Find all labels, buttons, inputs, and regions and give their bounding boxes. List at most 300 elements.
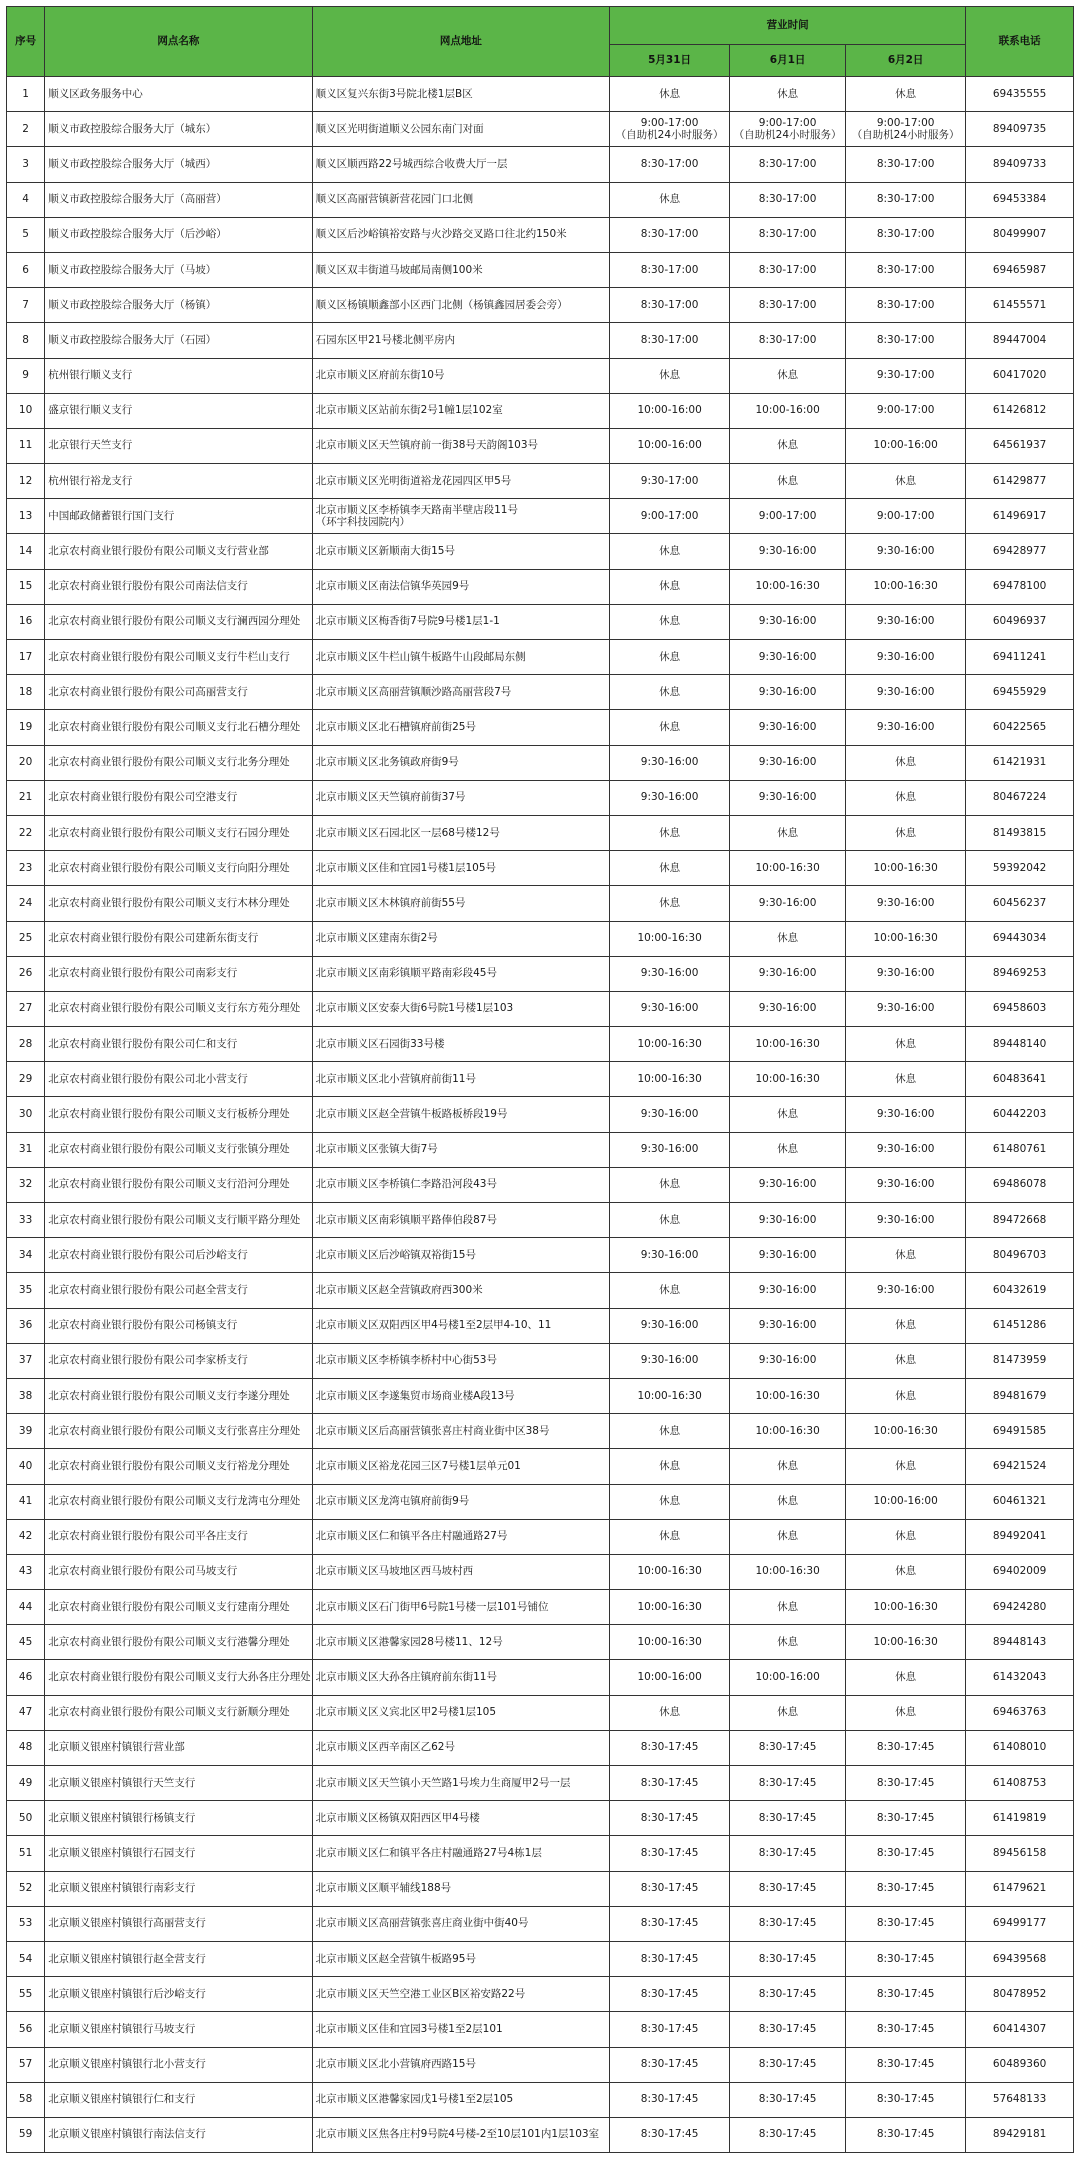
table-row <box>7 1554 1074 1589</box>
branch-name: 北京农村商业银行股份有限公司顺义支行张镇分理处 <box>45 1132 312 1167</box>
branch-name: 北京农村商业银行股份有限公司顺义支行李遂分理处 <box>45 1378 312 1413</box>
branch-name: 北京顺义银座村镇银行杨镇支行 <box>45 1801 312 1836</box>
table-row <box>7 1730 1074 1765</box>
table-row <box>7 991 1074 1026</box>
hours-jun2: 10:00-16:30 <box>846 1590 966 1625</box>
table-row <box>7 252 1074 287</box>
hours-jun1: 休息 <box>730 1097 846 1132</box>
branch-address: 北京市顺义区南法信镇华英园9号 <box>312 569 609 604</box>
hours-jun1: 9:00-17:00 <box>730 499 846 534</box>
hours-jun2: 9:30-16:00 <box>846 710 966 745</box>
phone-number: 69463763 <box>966 1695 1074 1730</box>
branch-name: 北京农村商业银行股份有限公司顺义支行东方苑分理处 <box>45 991 312 1026</box>
hours-may31: 10:00-16:00 <box>610 1660 730 1695</box>
hours-jun1: 9:30-16:00 <box>730 1273 846 1308</box>
table-row <box>7 675 1074 710</box>
hours-jun1: 8:30-17:45 <box>730 1801 846 1836</box>
hours-jun1: 10:00-16:30 <box>730 1027 846 1062</box>
hours-jun1: 休息 <box>730 1695 846 1730</box>
phone-number: 61429877 <box>966 464 1074 499</box>
table-row <box>7 2012 1074 2047</box>
table-row <box>7 851 1074 886</box>
hours-jun2: 休息 <box>846 1027 966 1062</box>
branch-name: 盛京银行顺义支行 <box>45 393 312 428</box>
branch-name: 北京农村商业银行股份有限公司顺义支行顺平路分理处 <box>45 1203 312 1238</box>
row-index: 34 <box>7 1238 45 1273</box>
table-row <box>7 112 1074 147</box>
row-index: 52 <box>7 1871 45 1906</box>
hours-jun2: 8:30-17:00 <box>846 182 966 217</box>
phone-number: 89448143 <box>966 1625 1074 1660</box>
branch-name: 北京农村商业银行股份有限公司高丽营支行 <box>45 675 312 710</box>
branch-address: 顺义区高丽营镇新营花园门口北侧 <box>312 182 609 217</box>
phone-number: 69439568 <box>966 1941 1074 1976</box>
branch-name: 北京农村商业银行股份有限公司北小营支行 <box>45 1062 312 1097</box>
table-row <box>7 1906 1074 1941</box>
hours-jun2: 休息 <box>846 77 966 112</box>
hours-jun2: 9:00-17:00 <box>846 393 966 428</box>
hours-jun1: 9:30-16:00 <box>730 780 846 815</box>
hours-jun1: 10:00-16:00 <box>730 393 846 428</box>
branch-name: 北京顺义银座村镇银行后沙峪支行 <box>45 1977 312 2012</box>
row-index: 2 <box>7 112 45 147</box>
hours-jun1: 8:30-17:45 <box>730 2012 846 2047</box>
row-index: 29 <box>7 1062 45 1097</box>
hours-jun2: 休息 <box>846 1554 966 1589</box>
phone-number: 80467224 <box>966 780 1074 815</box>
hours-may31: 10:00-16:00 <box>610 393 730 428</box>
table-row <box>7 1449 1074 1484</box>
hours-jun2: 8:30-17:45 <box>846 2047 966 2082</box>
row-index: 4 <box>7 182 45 217</box>
table-row <box>7 921 1074 956</box>
hours-jun2: 10:00-16:30 <box>846 1414 966 1449</box>
hours-may31: 10:00-16:30 <box>610 1378 730 1413</box>
hours-may31: 休息 <box>610 710 730 745</box>
row-index: 31 <box>7 1132 45 1167</box>
hours-may31: 8:30-17:45 <box>610 2082 730 2117</box>
table-row <box>7 1941 1074 1976</box>
branch-name: 北京农村商业银行股份有限公司顺义支行沿河分理处 <box>45 1167 312 1202</box>
branch-name: 顺义市政控股综合服务大厅（城东） <box>45 112 312 147</box>
hours-jun2: 9:30-16:00 <box>846 1167 966 1202</box>
branch-address: 北京市顺义区后沙峪镇双裕街15号 <box>312 1238 609 1273</box>
hours-may31: 休息 <box>610 182 730 217</box>
hours-may31: 休息 <box>610 1449 730 1484</box>
phone-number: 61479621 <box>966 1871 1074 1906</box>
phone-number: 61496917 <box>966 499 1074 534</box>
table-row <box>7 1378 1074 1413</box>
hours-jun2: 9:30-16:00 <box>846 640 966 675</box>
branch-address: 北京市顺义区新顺南大街15号 <box>312 534 609 569</box>
table-row <box>7 393 1074 428</box>
hours-may31: 9:30-16:00 <box>610 1343 730 1378</box>
hours-may31: 休息 <box>610 358 730 393</box>
row-index: 30 <box>7 1097 45 1132</box>
branch-name: 北京农村商业银行股份有限公司顺义支行裕龙分理处 <box>45 1449 312 1484</box>
hours-may31: 9:30-16:00 <box>610 1132 730 1167</box>
row-index: 27 <box>7 991 45 1026</box>
hours-jun1: 休息 <box>730 1132 846 1167</box>
header-phone: 联系电话 <box>966 7 1074 77</box>
hours-jun1: 10:00-16:30 <box>730 1062 846 1097</box>
table-row <box>7 745 1074 780</box>
phone-number: 69491585 <box>966 1414 1074 1449</box>
phone-number: 81493815 <box>966 815 1074 850</box>
hours-jun1: 10:00-16:30 <box>730 1378 846 1413</box>
hours-jun2: 8:30-17:00 <box>846 252 966 287</box>
hours-may31: 休息 <box>610 604 730 639</box>
header-branch-address: 网点地址 <box>312 7 609 77</box>
row-index: 24 <box>7 886 45 921</box>
row-index: 9 <box>7 358 45 393</box>
hours-may31: 9:30-16:00 <box>610 1308 730 1343</box>
hours-jun1: 9:30-16:00 <box>730 534 846 569</box>
phone-number: 69421524 <box>966 1449 1074 1484</box>
hours-jun2: 8:30-17:45 <box>846 2117 966 2152</box>
hours-may31: 8:30-17:45 <box>610 1977 730 2012</box>
branch-address: 北京市顺义区牛栏山镇牛板路牛山段邮局东侧 <box>312 640 609 675</box>
row-index: 6 <box>7 252 45 287</box>
branch-name: 北京农村商业银行股份有限公司顺义支行木林分理处 <box>45 886 312 921</box>
phone-number: 69411241 <box>966 640 1074 675</box>
phone-number: 89492041 <box>966 1519 1074 1554</box>
table-row <box>7 2047 1074 2082</box>
branch-address: 北京市顺义区府前东街10号 <box>312 358 609 393</box>
table-row <box>7 886 1074 921</box>
hours-may31: 8:30-17:45 <box>610 2012 730 2047</box>
hours-jun2: 休息 <box>846 1062 966 1097</box>
hours-may31: 休息 <box>610 77 730 112</box>
hours-may31: 休息 <box>610 1695 730 1730</box>
hours-jun2: 8:30-17:45 <box>846 2082 966 2117</box>
hours-may31: 8:30-17:45 <box>610 1730 730 1765</box>
hours-jun2: 9:00-17:00 <box>846 499 966 534</box>
row-index: 39 <box>7 1414 45 1449</box>
hours-jun1: 9:30-16:00 <box>730 956 846 991</box>
table-row <box>7 1027 1074 1062</box>
row-index: 55 <box>7 1977 45 2012</box>
phone-number: 69455929 <box>966 675 1074 710</box>
table-row <box>7 1625 1074 1660</box>
branch-address: 北京市顺义区北小营镇府前街11号 <box>312 1062 609 1097</box>
branch-name: 北京顺义银座村镇银行南法信支行 <box>45 2117 312 2152</box>
hours-jun1: 8:30-17:45 <box>730 1906 846 1941</box>
hours-jun1: 8:30-17:45 <box>730 1766 846 1801</box>
row-index: 49 <box>7 1766 45 1801</box>
hours-jun1: 8:30-17:00 <box>730 288 846 323</box>
table-row <box>7 1238 1074 1273</box>
branch-address: 北京市顺义区张镇大街7号 <box>312 1132 609 1167</box>
hours-jun2: 9:00-17:00 （自助机24小时服务） <box>846 112 966 147</box>
table-row <box>7 1132 1074 1167</box>
table-row <box>7 1590 1074 1625</box>
branch-address: 北京市顺义区北石槽镇府前街25号 <box>312 710 609 745</box>
hours-jun2: 8:30-17:45 <box>846 2012 966 2047</box>
phone-number: 60442203 <box>966 1097 1074 1132</box>
branch-address: 北京市顺义区义宾北区甲2号楼1层105 <box>312 1695 609 1730</box>
hours-jun2: 休息 <box>846 780 966 815</box>
branch-address: 北京市顺义区站前东街2号1幢1层102室 <box>312 393 609 428</box>
row-index: 58 <box>7 2082 45 2117</box>
hours-jun2: 9:30-16:00 <box>846 1097 966 1132</box>
branch-name: 北京农村商业银行股份有限公司杨镇支行 <box>45 1308 312 1343</box>
row-index: 26 <box>7 956 45 991</box>
row-index: 37 <box>7 1343 45 1378</box>
hours-jun1: 9:30-16:00 <box>730 710 846 745</box>
branch-address: 北京市顺义区杨镇双阳西区甲4号楼 <box>312 1801 609 1836</box>
hours-jun1: 休息 <box>730 77 846 112</box>
branch-address: 北京市顺义区大孙各庄镇府前东街11号 <box>312 1660 609 1695</box>
row-index: 44 <box>7 1590 45 1625</box>
row-index: 47 <box>7 1695 45 1730</box>
phone-number: 69453384 <box>966 182 1074 217</box>
row-index: 41 <box>7 1484 45 1519</box>
header-date-jun2: 6月2日 <box>846 45 966 77</box>
hours-may31: 10:00-16:30 <box>610 1625 730 1660</box>
hours-jun1: 10:00-16:30 <box>730 1414 846 1449</box>
table-row <box>7 2082 1074 2117</box>
hours-may31: 10:00-16:30 <box>610 921 730 956</box>
table-row <box>7 358 1074 393</box>
branch-hours-document <box>6 6 1074 2153</box>
branch-name: 北京顺义银座村镇银行高丽营支行 <box>45 1906 312 1941</box>
hours-jun2: 9:30-16:00 <box>846 886 966 921</box>
branch-name: 北京农村商业银行股份有限公司空港支行 <box>45 780 312 815</box>
hours-may31: 休息 <box>610 886 730 921</box>
hours-jun1: 休息 <box>730 464 846 499</box>
branch-address: 北京市顺义区石园街33号楼 <box>312 1027 609 1062</box>
branch-name: 北京顺义银座村镇银行石园支行 <box>45 1836 312 1871</box>
branch-name: 杭州银行裕龙支行 <box>45 464 312 499</box>
phone-number: 61426812 <box>966 393 1074 428</box>
phone-number: 61451286 <box>966 1308 1074 1343</box>
branch-address: 北京市顺义区梅香街7号院9号楼1层1-1 <box>312 604 609 639</box>
branch-address: 北京市顺义区赵全营镇牛板路95号 <box>312 1941 609 1976</box>
phone-number: 61419819 <box>966 1801 1074 1836</box>
branch-address: 北京市顺义区天竺镇府前一街38号天韵阁103号 <box>312 428 609 463</box>
hours-may31: 8:30-17:00 <box>610 288 730 323</box>
phone-number: 61421931 <box>966 745 1074 780</box>
hours-may31: 休息 <box>610 1414 730 1449</box>
phone-number: 89447004 <box>966 323 1074 358</box>
phone-number: 89481679 <box>966 1378 1074 1413</box>
table-body <box>7 77 1074 2153</box>
branch-address: 北京市顺义区李桥镇李天路南半壁店段11号 （环宇科技园院内） <box>312 499 609 534</box>
hours-jun1: 8:30-17:45 <box>730 1730 846 1765</box>
phone-number: 69443034 <box>966 921 1074 956</box>
table-row <box>7 182 1074 217</box>
branch-address: 北京市顺义区赵全营镇政府西300米 <box>312 1273 609 1308</box>
phone-number: 89448140 <box>966 1027 1074 1062</box>
branch-name: 北京农村商业银行股份有限公司南彩支行 <box>45 956 312 991</box>
table-row <box>7 1836 1074 1871</box>
table-row <box>7 640 1074 675</box>
row-index: 42 <box>7 1519 45 1554</box>
table-row <box>7 428 1074 463</box>
branch-address: 北京市顺义区南彩镇顺平路南彩段45号 <box>312 956 609 991</box>
hours-may31: 9:30-16:00 <box>610 991 730 1026</box>
hours-jun2: 8:30-17:00 <box>846 288 966 323</box>
branch-name: 顺义市政控股综合服务大厅（马坡） <box>45 252 312 287</box>
hours-may31: 8:30-17:00 <box>610 252 730 287</box>
hours-jun2: 休息 <box>846 1695 966 1730</box>
hours-jun1: 8:30-17:45 <box>730 2082 846 2117</box>
branch-address: 北京市顺义区港馨家园戊1号楼1至2层105 <box>312 2082 609 2117</box>
hours-jun1: 休息 <box>730 921 846 956</box>
hours-jun1: 休息 <box>730 1519 846 1554</box>
phone-number: 69402009 <box>966 1554 1074 1589</box>
row-index: 35 <box>7 1273 45 1308</box>
branch-name: 北京顺义银座村镇银行北小营支行 <box>45 2047 312 2082</box>
phone-number: 61432043 <box>966 1660 1074 1695</box>
row-index: 14 <box>7 534 45 569</box>
hours-jun2: 8:30-17:00 <box>846 217 966 252</box>
branch-name: 北京农村商业银行股份有限公司顺义支行营业部 <box>45 534 312 569</box>
branch-address: 北京市顺义区佳和宜园3号楼1至2层101 <box>312 2012 609 2047</box>
table-row <box>7 464 1074 499</box>
hours-jun1: 8:30-17:45 <box>730 2117 846 2152</box>
hours-jun2: 8:30-17:45 <box>846 1977 966 2012</box>
hours-may31: 9:30-16:00 <box>610 1097 730 1132</box>
hours-jun1: 9:00-17:00 （自助机24小时服务） <box>730 112 846 147</box>
row-index: 48 <box>7 1730 45 1765</box>
phone-number: 80496703 <box>966 1238 1074 1273</box>
hours-may31: 8:30-17:45 <box>610 1871 730 1906</box>
hours-may31: 9:30-17:00 <box>610 464 730 499</box>
hours-may31: 9:00-17:00 <box>610 499 730 534</box>
hours-jun1: 休息 <box>730 358 846 393</box>
phone-number: 69435555 <box>966 77 1074 112</box>
branch-address: 北京市顺义区焦各庄村9号院4号楼-2至10层101内1层103室 <box>312 2117 609 2152</box>
branch-address: 北京市顺义区石园北区一层68号楼12号 <box>312 815 609 850</box>
branch-name: 北京农村商业银行股份有限公司顺义支行新顺分理处 <box>45 1695 312 1730</box>
table-row <box>7 710 1074 745</box>
branch-address: 北京市顺义区光明街道裕龙花园四区甲5号 <box>312 464 609 499</box>
hours-jun2: 8:30-17:45 <box>846 1801 966 1836</box>
hours-may31: 10:00-16:30 <box>610 1062 730 1097</box>
branch-address: 北京市顺义区高丽营镇张喜庄商业街中街40号 <box>312 1906 609 1941</box>
branch-name: 北京农村商业银行股份有限公司顺义支行北石槽分理处 <box>45 710 312 745</box>
table-row <box>7 1484 1074 1519</box>
table-row <box>7 77 1074 112</box>
branch-address: 北京市顺义区马坡地区西马坡村西 <box>312 1554 609 1589</box>
hours-jun1: 8:30-17:00 <box>730 252 846 287</box>
phone-number: 60496937 <box>966 604 1074 639</box>
row-index: 56 <box>7 2012 45 2047</box>
branch-name: 北京农村商业银行股份有限公司顺义支行澜西园分理处 <box>45 604 312 639</box>
row-index: 21 <box>7 780 45 815</box>
hours-jun1: 9:30-16:00 <box>730 675 846 710</box>
table-row <box>7 1660 1074 1695</box>
row-index: 7 <box>7 288 45 323</box>
phone-number: 61455571 <box>966 288 1074 323</box>
phone-number: 60483641 <box>966 1062 1074 1097</box>
header-index: 序号 <box>7 7 45 77</box>
branch-name: 中国邮政储蓄银行国门支行 <box>45 499 312 534</box>
row-index: 50 <box>7 1801 45 1836</box>
phone-number: 69428977 <box>966 534 1074 569</box>
header-date-jun1: 6月1日 <box>730 45 846 77</box>
hours-jun2: 8:30-17:45 <box>846 1730 966 1765</box>
hours-jun1: 8:30-17:45 <box>730 1836 846 1871</box>
branch-name: 顺义市政控股综合服务大厅（杨镇） <box>45 288 312 323</box>
hours-jun2: 10:00-16:00 <box>846 428 966 463</box>
hours-jun1: 10:00-16:30 <box>730 851 846 886</box>
phone-number: 60414307 <box>966 2012 1074 2047</box>
branch-address: 北京市顺义区港馨家园28号楼11、12号 <box>312 1625 609 1660</box>
branch-address: 北京市顺义区双阳西区甲4号楼1至2层甲4-10、11 <box>312 1308 609 1343</box>
hours-may31: 8:30-17:45 <box>610 1836 730 1871</box>
row-index: 1 <box>7 77 45 112</box>
branch-address: 北京市顺义区李桥镇李桥村中心街53号 <box>312 1343 609 1378</box>
phone-number: 61408753 <box>966 1766 1074 1801</box>
row-index: 57 <box>7 2047 45 2082</box>
table-row <box>7 1343 1074 1378</box>
hours-jun2: 8:30-17:45 <box>846 1941 966 1976</box>
hours-may31: 8:30-17:45 <box>610 2117 730 2152</box>
branch-name: 北京顺义银座村镇银行天竺支行 <box>45 1766 312 1801</box>
hours-may31: 休息 <box>610 1203 730 1238</box>
branch-address: 北京市顺义区北小营镇府西路15号 <box>312 2047 609 2082</box>
hours-jun2: 8:30-17:45 <box>846 1871 966 1906</box>
hours-jun2: 休息 <box>846 1343 966 1378</box>
hours-jun1: 9:30-16:00 <box>730 640 846 675</box>
hours-jun1: 8:30-17:45 <box>730 1941 846 1976</box>
branch-name: 杭州银行顺义支行 <box>45 358 312 393</box>
row-index: 33 <box>7 1203 45 1238</box>
branch-address: 北京市顺义区南彩镇顺平路俸伯段87号 <box>312 1203 609 1238</box>
phone-number: 60422565 <box>966 710 1074 745</box>
hours-jun2: 10:00-16:30 <box>846 1625 966 1660</box>
hours-jun2: 9:30-16:00 <box>846 1273 966 1308</box>
branch-address: 北京市顺义区仁和镇平各庄村融通路27号4栋1层 <box>312 1836 609 1871</box>
hours-jun1: 9:30-16:00 <box>730 1167 846 1202</box>
branch-name: 北京顺义银座村镇银行南彩支行 <box>45 1871 312 1906</box>
table-row <box>7 288 1074 323</box>
branch-address: 北京市顺义区龙湾屯镇府前街9号 <box>312 1484 609 1519</box>
row-index: 43 <box>7 1554 45 1589</box>
table-row <box>7 1273 1074 1308</box>
table-row <box>7 534 1074 569</box>
branch-address: 北京市顺义区顺平辅线188号 <box>312 1871 609 1906</box>
phone-number: 60432619 <box>966 1273 1074 1308</box>
hours-jun2: 9:30-16:00 <box>846 991 966 1026</box>
branch-address: 顺义区双丰街道马坡邮局南侧100米 <box>312 252 609 287</box>
hours-jun2: 10:00-16:30 <box>846 851 966 886</box>
hours-may31: 10:00-16:30 <box>610 1554 730 1589</box>
phone-number: 69478100 <box>966 569 1074 604</box>
hours-jun2: 9:30-16:00 <box>846 534 966 569</box>
table-row <box>7 1414 1074 1449</box>
row-index: 17 <box>7 640 45 675</box>
branch-address: 石园东区甲21号楼北侧平房内 <box>312 323 609 358</box>
branch-name: 北京农村商业银行股份有限公司平各庄支行 <box>45 1519 312 1554</box>
table-row <box>7 1801 1074 1836</box>
hours-jun1: 8:30-17:45 <box>730 2047 846 2082</box>
row-index: 15 <box>7 569 45 604</box>
hours-jun2: 休息 <box>846 1308 966 1343</box>
hours-jun1: 9:30-16:00 <box>730 1308 846 1343</box>
hours-jun1: 8:30-17:00 <box>730 323 846 358</box>
hours-may31: 休息 <box>610 851 730 886</box>
table-row <box>7 1062 1074 1097</box>
hours-jun2: 9:30-16:00 <box>846 1132 966 1167</box>
row-index: 12 <box>7 464 45 499</box>
branch-address: 北京市顺义区木林镇府前街55号 <box>312 886 609 921</box>
branch-address: 顺义区杨镇顺鑫部小区西门北侧（杨镇鑫园居委会旁） <box>312 288 609 323</box>
table-row <box>7 147 1074 182</box>
